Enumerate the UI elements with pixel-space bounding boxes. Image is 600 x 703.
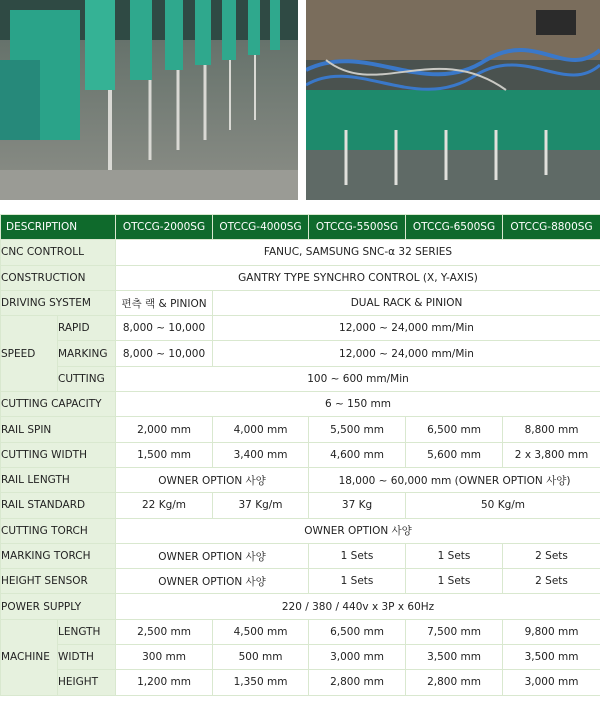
cell-value: 37 Kg/m — [213, 493, 309, 518]
cell-value: DUAL RACK & PINION — [213, 290, 600, 315]
cell-value: 2 x 3,800 mm — [503, 442, 600, 467]
row-sublabel: RAPID — [58, 316, 116, 341]
table-row — [1, 594, 600, 619]
machine-photo-left — [0, 0, 298, 200]
cell-value: 22 Kg/m — [116, 493, 213, 518]
header-model: OTCCG-8800SG — [503, 215, 600, 240]
cell-value: 3,000 mm — [309, 645, 406, 670]
cell-value: GANTRY TYPE SYNCHRO CONTROL (X, Y-AXIS) — [116, 265, 600, 290]
cell-value: 2,500 mm — [116, 619, 213, 644]
row-sublabel: WIDTH — [58, 645, 116, 670]
cell-value: 500 mm — [213, 645, 309, 670]
header-model: OTCCG-5500SG — [309, 215, 406, 240]
row-label: HEIGHT SENSOR — [1, 569, 116, 594]
row-label: RAIL SPIN — [1, 417, 116, 442]
cell-value: 6,500 mm — [309, 619, 406, 644]
table-row — [1, 493, 600, 518]
cell-value: 100 ~ 600 mm/Min — [116, 366, 600, 391]
row-label: DRIVING SYSTEM — [1, 290, 116, 315]
table-row — [1, 467, 600, 492]
row-label: CUTTING CAPACITY — [1, 392, 116, 417]
cell-value: 1 Sets — [406, 569, 503, 594]
table-row — [1, 518, 600, 543]
cell-value: 37 Kg — [309, 493, 406, 518]
cell-value: 1,500 mm — [116, 442, 213, 467]
photo-strip — [0, 0, 600, 200]
table-row — [1, 543, 600, 568]
header-model: OTCCG-2000SG — [116, 215, 213, 240]
table-row — [1, 392, 600, 417]
cell-value: 6,500 mm — [406, 417, 503, 442]
cell-value: OWNER OPTION 사양 — [116, 569, 309, 594]
row-group-label: SPEED — [1, 316, 58, 392]
cell-value: 1 Sets — [406, 543, 503, 568]
cell-value: 3,500 mm — [406, 645, 503, 670]
table-row — [1, 645, 600, 670]
row-sublabel: CUTTING — [58, 366, 116, 391]
table-row — [1, 619, 600, 644]
table-header-row — [1, 215, 600, 240]
table-row — [1, 366, 600, 391]
header-model: OTCCG-4000SG — [213, 215, 309, 240]
cell-value: 3,000 mm — [503, 670, 600, 695]
header-model: OTCCG-6500SG — [406, 215, 503, 240]
cell-value: 7,500 mm — [406, 619, 503, 644]
cell-value: 9,800 mm — [503, 619, 600, 644]
header-description: DESCRIPTION — [1, 215, 116, 240]
cell-value: 300 mm — [116, 645, 213, 670]
spec-table — [0, 214, 600, 696]
row-sublabel: LENGTH — [58, 619, 116, 644]
cell-value: 8,800 mm — [503, 417, 600, 442]
cell-value: FANUC, SAMSUNG SNC-α 32 SERIES — [116, 240, 600, 265]
table-row — [1, 569, 600, 594]
table-row — [1, 265, 600, 290]
table-row — [1, 417, 600, 442]
table-row — [1, 316, 600, 341]
cell-value: 12,000 ~ 24,000 mm/Min — [213, 341, 600, 366]
cell-value: OWNER OPTION 사양 — [116, 467, 309, 492]
cell-value: 50 Kg/m — [406, 493, 600, 518]
cell-value: 4,500 mm — [213, 619, 309, 644]
table-row — [1, 240, 600, 265]
cell-value: 8,000 ~ 10,000 — [116, 341, 213, 366]
cell-value: 5,600 mm — [406, 442, 503, 467]
row-label: MARKING TORCH — [1, 543, 116, 568]
row-sublabel: MARKING — [58, 341, 116, 366]
cell-value: 2,800 mm — [309, 670, 406, 695]
cell-value: 3,400 mm — [213, 442, 309, 467]
cell-value: 3,500 mm — [503, 645, 600, 670]
machine-photo-right — [306, 0, 600, 200]
cell-value: 4,000 mm — [213, 417, 309, 442]
cell-value: 6 ~ 150 mm — [116, 392, 600, 417]
cell-value: OWNER OPTION 사양 — [116, 543, 309, 568]
row-label: POWER SUPPLY — [1, 594, 116, 619]
cell-value: OWNER OPTION 사양 — [116, 518, 600, 543]
cell-value: 1 Sets — [309, 543, 406, 568]
row-label: CONSTRUCTION — [1, 265, 116, 290]
row-label: CNC CONTROLL — [1, 240, 116, 265]
row-label: CUTTING TORCH — [1, 518, 116, 543]
cell-value: 12,000 ~ 24,000 mm/Min — [213, 316, 600, 341]
cell-value: 220 / 380 / 440v x 3P x 60Hz — [116, 594, 600, 619]
row-label: CUTTING WIDTH — [1, 442, 116, 467]
row-label: RAIL STANDARD — [1, 493, 116, 518]
cell-value: 2 Sets — [503, 569, 600, 594]
row-sublabel: HEIGHT — [58, 670, 116, 695]
cell-value: 1 Sets — [309, 569, 406, 594]
cell-value: 4,600 mm — [309, 442, 406, 467]
table-row — [1, 442, 600, 467]
cell-value: 1,350 mm — [213, 670, 309, 695]
cell-value: 2 Sets — [503, 543, 600, 568]
cell-value: 18,000 ~ 60,000 mm (OWNER OPTION 사양) — [309, 467, 600, 492]
row-label: RAIL LENGTH — [1, 467, 116, 492]
cell-value: 1,200 mm — [116, 670, 213, 695]
cell-value: 2,000 mm — [116, 417, 213, 442]
cell-value: 편측 랙 & PINION — [116, 290, 213, 315]
cell-value: 8,000 ~ 10,000 — [116, 316, 213, 341]
row-group-label: MACHINE — [1, 619, 58, 695]
table-row — [1, 670, 600, 695]
cell-value: 5,500 mm — [309, 417, 406, 442]
cell-value: 2,800 mm — [406, 670, 503, 695]
table-row — [1, 290, 600, 315]
table-row — [1, 341, 600, 366]
